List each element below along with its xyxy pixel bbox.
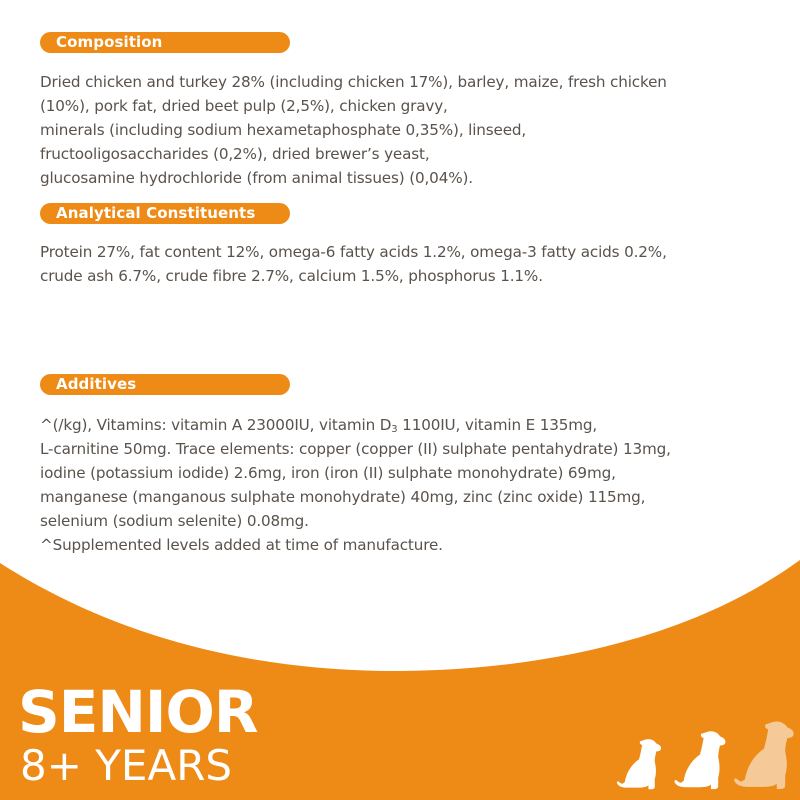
composition-line: glucosamine hydrochloride (from animal tissues) (0,04%). — [40, 169, 473, 187]
life-stage-title: SENIOR — [18, 678, 258, 746]
additives-line — [40, 413, 780, 437]
analytical-constituents-text — [40, 240, 780, 288]
additives-line: selenium (sodium selenite) 0.08mg. — [40, 512, 309, 530]
additives-line: manganese (manganous sulphate monohydrate) 40mg, zinc (zinc oxide) 115mg, — [40, 488, 646, 506]
composition-heading: Composition — [40, 32, 290, 53]
additives-footnote: ^Supplemented levels added at time of manufacture. — [40, 536, 443, 554]
additives-line1-post: 1100IU, vitamin E 135mg, — [397, 416, 598, 434]
analytical-constituents-heading: Analytical Constituents — [40, 203, 290, 224]
additives-line: iodine (potassium iodide) 2.6mg, iron (iron (II) sulphate monohydrate) 69mg, — [40, 464, 616, 482]
additives-heading: Additives — [40, 374, 290, 395]
dog-large-icon — [732, 720, 796, 790]
dog-small-icon — [615, 738, 663, 790]
composition-line: minerals (including sodium hexametaphosphate 0,35%), linseed, — [40, 121, 527, 139]
composition-text — [40, 70, 780, 190]
vitamin-d-subscript: 3 — [391, 424, 398, 435]
analytical-line: Protein 27%, fat content 12%, omega-6 fatty acids 1.2%, omega-3 fatty acids 0.2%, — [40, 243, 667, 261]
dog-medium-icon — [672, 730, 728, 790]
composition-line: (10%), pork fat, dried beet pulp (2,5%), chicken gravy, — [40, 97, 448, 115]
dog-size-icons — [610, 720, 800, 790]
analytical-line: crude ash 6.7%, crude fibre 2.7%, calcium 1.5%, phosphorus 1.1%. — [40, 267, 543, 285]
composition-line: Dried chicken and turkey 28% (including chicken 17%), barley, maize, fresh chicken — [40, 73, 667, 91]
composition-line: fructooligosaccharides (0,2%), dried brewer’s yeast, — [40, 145, 430, 163]
additives-line: L-carnitine 50mg. Trace elements: copper (copper (II) sulphate pentahydrate) 13mg, — [40, 440, 671, 458]
age-range-subtitle: 8+ YEARS — [20, 741, 233, 790]
additives-line1-pre: ^(/kg), Vitamins: vitamin A 23000IU, vitamin D — [40, 416, 392, 434]
additives-text — [40, 413, 780, 557]
